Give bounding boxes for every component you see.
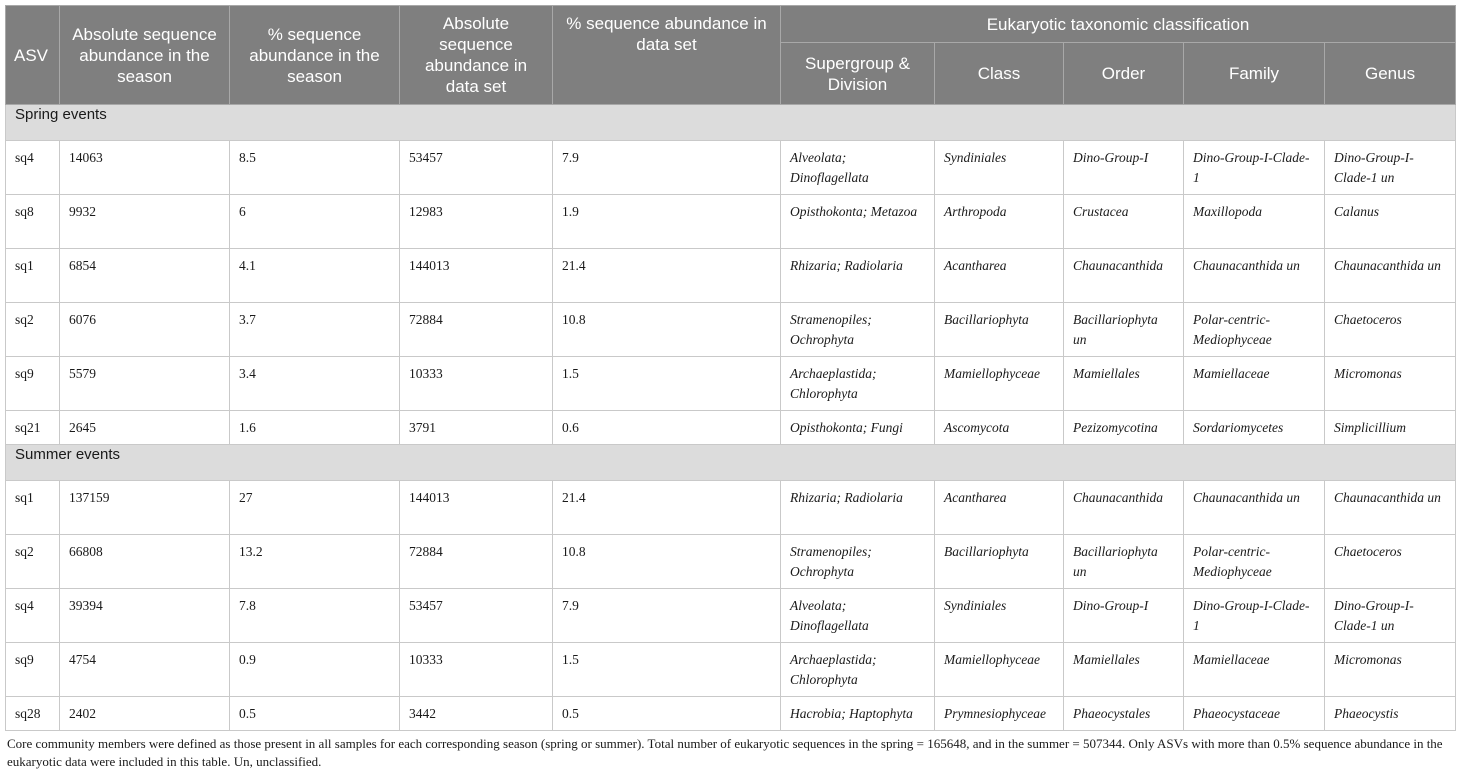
table-row [6,195,1456,249]
table-row [6,357,1456,411]
cell-pct-dataset: 21.4 [553,249,781,303]
cell-pct-dataset: 7.9 [553,589,781,643]
cell-abs-dataset: 3442 [400,697,553,731]
cell-pct-dataset: 1.5 [553,643,781,697]
cell-pct-season: 0.9 [230,643,400,697]
cell-supergroup: Archaeplastida; Chlorophyta [781,643,935,697]
cell-supergroup: Rhizaria; Radiolaria [781,249,935,303]
cell-genus: Simplicillium [1325,411,1456,445]
cell-pct-dataset: 10.8 [553,535,781,589]
section-row-summer [6,445,1456,481]
section-label-summer: Summer events [6,445,1456,481]
cell-pct-season: 27 [230,481,400,535]
cell-supergroup: Stramenopiles; Ochrophyta [781,535,935,589]
cell-genus: Calanus [1325,195,1456,249]
cell-class: Prymnesiophyceae [935,697,1064,731]
cell-pct-season: 1.6 [230,411,400,445]
cell-class: Acantharea [935,249,1064,303]
cell-order: Bacillariophyta un [1064,303,1184,357]
header-order: Order [1064,43,1184,105]
cell-abs-season: 2402 [60,697,230,731]
cell-family: Chaunacanthida un [1184,481,1325,535]
cell-abs-season: 137159 [60,481,230,535]
cell-order: Pezizomycotina [1064,411,1184,445]
cell-asv: sq4 [6,589,60,643]
cell-asv: sq1 [6,249,60,303]
cell-pct-season: 13.2 [230,535,400,589]
cell-asv: sq9 [6,643,60,697]
cell-family: Phaeocystaceae [1184,697,1325,731]
header-pct-dataset: % sequence abundance in data set [553,6,781,105]
cell-pct-season: 6 [230,195,400,249]
cell-genus: Micromonas [1325,643,1456,697]
cell-class: Mamiellophyceae [935,643,1064,697]
cell-asv: sq8 [6,195,60,249]
cell-asv: sq9 [6,357,60,411]
cell-genus: Chaetoceros [1325,303,1456,357]
cell-family: Sordariomycetes [1184,411,1325,445]
table-row [6,697,1456,731]
core-community-table [5,5,1456,731]
cell-class: Syndiniales [935,589,1064,643]
cell-asv: sq28 [6,697,60,731]
cell-pct-season: 0.5 [230,697,400,731]
cell-pct-season: 3.4 [230,357,400,411]
cell-supergroup: Rhizaria; Radiolaria [781,481,935,535]
cell-genus: Phaeocystis [1325,697,1456,731]
cell-family: Polar-centric-Mediophyceae [1184,303,1325,357]
cell-asv: sq21 [6,411,60,445]
cell-class: Mamiellophyceae [935,357,1064,411]
cell-order: Mamiellales [1064,643,1184,697]
cell-genus: Dino-Group-I-Clade-1 un [1325,141,1456,195]
cell-class: Syndiniales [935,141,1064,195]
cell-supergroup: Archaeplastida; Chlorophyta [781,357,935,411]
cell-pct-season: 3.7 [230,303,400,357]
cell-supergroup: Alveolata; Dinoflagellata [781,141,935,195]
cell-class: Acantharea [935,481,1064,535]
section-label-spring: Spring events [6,105,1456,141]
cell-pct-dataset: 1.5 [553,357,781,411]
cell-abs-dataset: 10333 [400,357,553,411]
cell-genus: Chaunacanthida un [1325,249,1456,303]
cell-class: Bacillariophyta [935,303,1064,357]
cell-class: Arthropoda [935,195,1064,249]
cell-asv: sq1 [6,481,60,535]
cell-pct-dataset: 0.5 [553,697,781,731]
cell-abs-dataset: 53457 [400,141,553,195]
cell-asv: sq2 [6,535,60,589]
cell-supergroup: Opisthokonta; Metazoa [781,195,935,249]
cell-abs-dataset: 144013 [400,481,553,535]
cell-pct-dataset: 0.6 [553,411,781,445]
cell-supergroup: Alveolata; Dinoflagellata [781,589,935,643]
cell-supergroup: Hacrobia; Haptophyta [781,697,935,731]
header-asv: ASV [6,6,60,105]
cell-pct-season: 8.5 [230,141,400,195]
cell-abs-dataset: 10333 [400,643,553,697]
cell-order: Dino-Group-I [1064,141,1184,195]
cell-family: Maxillopoda [1184,195,1325,249]
cell-order: Chaunacanthida [1064,249,1184,303]
table-row [6,411,1456,445]
header-family: Family [1184,43,1325,105]
cell-pct-dataset: 1.9 [553,195,781,249]
header-supergroup: Supergroup & Division [781,43,935,105]
cell-abs-dataset: 53457 [400,589,553,643]
table-row [6,535,1456,589]
table-row [6,481,1456,535]
header-taxonomy-group: Eukaryotic taxonomic classification [781,6,1456,43]
cell-asv: sq4 [6,141,60,195]
cell-family: Mamiellaceae [1184,643,1325,697]
cell-abs-dataset: 144013 [400,249,553,303]
cell-order: Mamiellales [1064,357,1184,411]
cell-class: Bacillariophyta [935,535,1064,589]
cell-abs-dataset: 12983 [400,195,553,249]
cell-family: Mamiellaceae [1184,357,1325,411]
cell-pct-dataset: 7.9 [553,141,781,195]
cell-genus: Chaetoceros [1325,535,1456,589]
cell-family: Dino-Group-I-Clade-1 [1184,141,1325,195]
cell-asv: sq2 [6,303,60,357]
cell-abs-season: 14063 [60,141,230,195]
cell-family: Dino-Group-I-Clade-1 [1184,589,1325,643]
cell-abs-season: 6854 [60,249,230,303]
header-abs-dataset: Absolute sequence abundance in data set [400,6,553,105]
table-header [6,6,1456,105]
cell-order: Bacillariophyta un [1064,535,1184,589]
cell-abs-dataset: 3791 [400,411,553,445]
cell-abs-season: 2645 [60,411,230,445]
cell-abs-season: 39394 [60,589,230,643]
table-row [6,589,1456,643]
table-footnote: Core community members were defined as those present in all samples for each corresponding season (spring or summer). Total number of eukaryotic sequences in the spring = 165648, and in the summer = 507344. Only ASVs with more than 0.5% sequence abundance in the eukaryotic data were included in this table. Un, unclassified. [7,736,1443,769]
cell-class: Ascomycota [935,411,1064,445]
cell-pct-season: 4.1 [230,249,400,303]
cell-supergroup: Stramenopiles; Ochrophyta [781,303,935,357]
table-body [6,105,1456,731]
cell-abs-season: 9932 [60,195,230,249]
cell-genus: Micromonas [1325,357,1456,411]
cell-supergroup: Opisthokonta; Fungi [781,411,935,445]
section-row-spring [6,105,1456,141]
cell-order: Phaeocystales [1064,697,1184,731]
cell-pct-dataset: 21.4 [553,481,781,535]
cell-genus: Dino-Group-I-Clade-1 un [1325,589,1456,643]
table-row [6,249,1456,303]
cell-abs-season: 6076 [60,303,230,357]
cell-pct-dataset: 10.8 [553,303,781,357]
header-genus: Genus [1325,43,1456,105]
cell-genus: Chaunacanthida un [1325,481,1456,535]
table-row [6,303,1456,357]
header-pct-season: % sequence abundance in the season [230,6,400,105]
cell-abs-season: 66808 [60,535,230,589]
cell-order: Chaunacanthida [1064,481,1184,535]
cell-pct-season: 7.8 [230,589,400,643]
cell-order: Crustacea [1064,195,1184,249]
table-row [6,643,1456,697]
cell-family: Chaunacanthida un [1184,249,1325,303]
header-class: Class [935,43,1064,105]
cell-abs-dataset: 72884 [400,535,553,589]
table-container [5,5,1455,771]
cell-abs-dataset: 72884 [400,303,553,357]
cell-abs-season: 4754 [60,643,230,697]
cell-family: Polar-centric-Mediophyceae [1184,535,1325,589]
cell-abs-season: 5579 [60,357,230,411]
header-abs-season: Absolute sequence abundance in the season [60,6,230,105]
table-row [6,141,1456,195]
cell-order: Dino-Group-I [1064,589,1184,643]
